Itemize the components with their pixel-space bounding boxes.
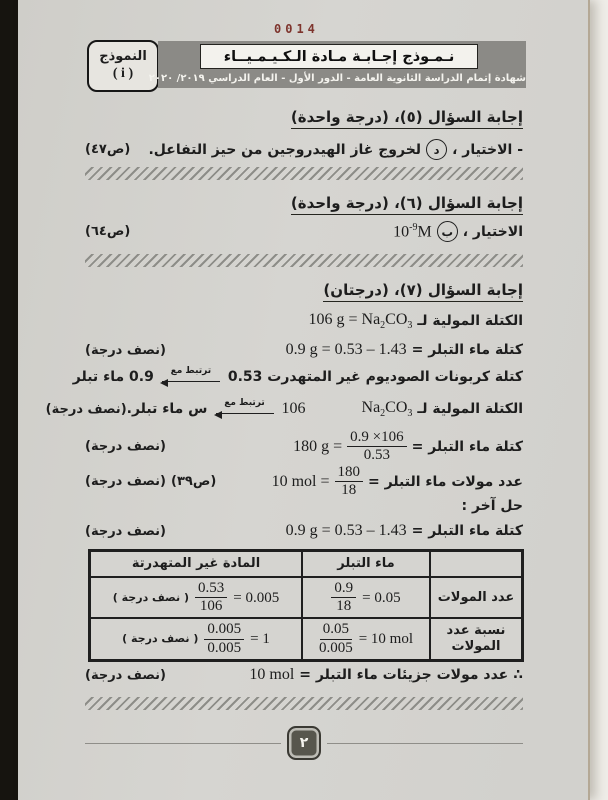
table-row-label-ratio: نسبة عدد المولات: [430, 618, 522, 660]
fraction: $\frac{0.005}{0.005}$: [204, 621, 244, 657]
q7-alternative-solution-heading: حل آخر :: [461, 498, 523, 514]
exam-subtitle: شهادة إتمام الدراسة الثانوية العامة - الدور الأول - العام الدراسي ٢٠١٩/ ٢٠٢٠: [148, 73, 526, 84]
table-header-water: ماء التبلر: [302, 551, 430, 577]
footer-rule-right: [327, 743, 523, 744]
model-label: النموذج: [99, 49, 147, 65]
table-cell-moles-anhydrous: ( نصف درجة ) $\frac{0.53}{106}$ = 0.005: [90, 577, 302, 618]
page-footer: [85, 726, 523, 760]
binds-with-arrow: ترتبط مع: [216, 399, 274, 414]
q7-anhydrous-relation-line: كتلة كربونات الصوديوم غير المتهدرت 0.53 ترتبط مع 0.9 ماء تبلر: [72, 365, 523, 385]
q7-moles-marks: (ص٣٩) (نصف درجة): [85, 474, 217, 490]
molar-mass-equation: 106 $g = Na_2CO_3$: [308, 311, 413, 332]
q7-moles-fraction-line: عدد مولات ماء التبلر = $\frac{180}{18}$ 10 mol = (ص٣٩) (نصف درجة): [85, 464, 523, 499]
table-row-label-moles: عدد المولات: [430, 577, 522, 618]
model-code-box: [87, 40, 159, 92]
scan-number: 0014: [274, 22, 319, 36]
table-corner-cell: [430, 551, 522, 577]
photo-left-border: [0, 0, 18, 800]
q5-page-ref: (ص٤٧): [85, 142, 131, 157]
q7-molar-mass-line: الكتلة المولية لـ 106 $g = Na_2CO_3$: [308, 311, 523, 332]
fraction: $\frac{0.9 \times 106}{0.53}$: [347, 429, 406, 465]
table-cell-ratio-water: $\frac{0.05}{0.005}$ = 10 mol: [302, 618, 430, 660]
q7-heading: إجابة السؤال (٧)، (درجتان): [85, 281, 523, 302]
choice-circle-b: ب: [437, 221, 458, 242]
q7-conclusion-line: ∴ عدد مولات جزيئات ماء التبلر = 10 mol (نصف درجة): [85, 666, 523, 683]
table-header-anhydrous: المادة غير المتهدرتة: [90, 551, 302, 577]
fraction: $\frac{0.05}{0.005}$: [318, 621, 353, 656]
moles-comparison-table: [88, 549, 524, 662]
q6-page-ref: (ص٦٤): [85, 224, 131, 239]
q7-alt-water-mass-line: كتلة ماء التبلر = 0.9 g = 0.53 – 1.43 (نصف درجة): [85, 522, 523, 539]
model-letter: ( i ): [112, 66, 134, 82]
section-divider: [85, 254, 523, 267]
fraction: $\frac{0.53}{106}$: [195, 580, 227, 616]
q5-answer-line: [85, 139, 523, 160]
footer-rule-left: [85, 743, 281, 744]
section-divider: [85, 167, 523, 180]
q6-answer: الاختيار ، ب $10^{-9}M$: [393, 221, 523, 241]
fraction: $\frac{0.9}{18}$: [331, 580, 356, 616]
section-divider: [85, 697, 523, 710]
header-banner: [148, 41, 526, 88]
q7-molar-relation-line: الكتلة المولية لـ $Na_2CO_3$ 106 ترتبط مع س ماء تبلر. (نصف درجة): [45, 397, 523, 420]
q7-water-mass-line: كتلة ماء التبلر = 0.9 g = 0.53 – 1.43 (نصف درجة): [85, 341, 523, 358]
table-cell-moles-water: $\frac{0.9}{18}$ = 0.05: [302, 577, 430, 618]
arrow-left-icon: [162, 377, 220, 382]
answer-sheet-page: [18, 0, 590, 800]
arrow-left-icon: [216, 409, 274, 414]
q6-answer-line: [85, 221, 523, 242]
fraction: $\frac{180}{18}$: [335, 464, 364, 500]
q5-heading: إجابة السؤال (٥)، (درجة واحدة): [85, 108, 523, 129]
table-cell-ratio-anhydrous: ( نصف درجة ) $\frac{0.005}{0.005}$ = 1: [90, 618, 302, 660]
q6-value: $10^{-9}M$: [393, 221, 432, 241]
binds-with-arrow: ترتبط مع: [162, 367, 220, 382]
choice-circle-d: د: [426, 139, 447, 160]
therefore-symbol: ∴: [513, 667, 523, 683]
page-number-badge: ٢: [287, 726, 321, 760]
sodium-carbonate-formula: $Na_2CO_3$: [361, 399, 413, 420]
q5-answer: - الاختيار ، د لخروج غاز الهيدروجين من حيز التفاعل.: [148, 139, 523, 160]
page-title: نـمـوذج إجـابـة مـادة الـكـيـمـيــاء: [200, 44, 478, 69]
q6-heading: إجابة السؤال (٦)، (درجة واحدة): [85, 194, 523, 215]
q7-mass-fraction-line: كتلة ماء التبلر = $\frac{0.9 \times 106}{0.53}$ 180 g = (نصف درجة): [85, 429, 523, 464]
